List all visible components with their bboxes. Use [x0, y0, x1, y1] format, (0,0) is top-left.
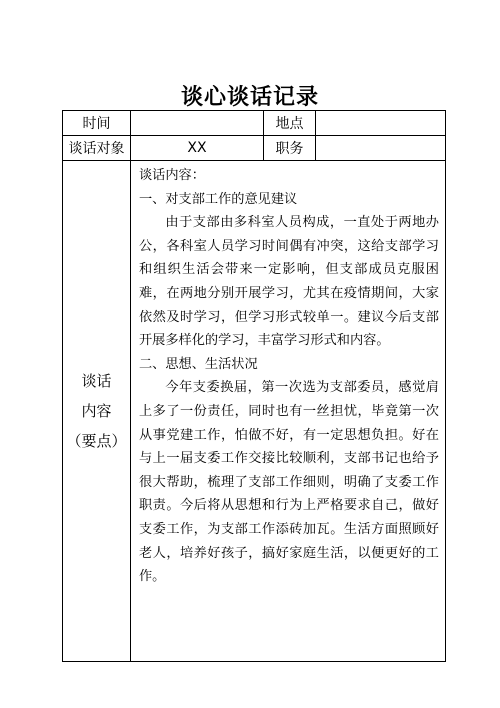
content-intro: 谈话内容：	[139, 168, 205, 183]
content-body	[131, 161, 445, 589]
content-label-line1: 谈话	[81, 372, 112, 390]
content-label-line2: 内容	[81, 402, 112, 420]
time-row	[63, 111, 446, 136]
section2-text: 今年支委换届，第一次选为支部委员，感觉肩上多了一份责任，同时也有一丝担忧，毕竟第一次从事党建工作，怕做不好，有一定思想负担。好在与上一届支委工作交接比较顺利，支部书记也给予很大帮助，梳理了支部工作细则，明确了支委工作职责。今后将从思想和行为上严格要求自己，做好支委工作，为支部工作添砖加瓦。生活方面照顾好老人，培养好孩子，搞好家庭生活，以便更好的工作。	[139, 380, 439, 585]
record-table	[62, 110, 446, 662]
content-cell	[131, 161, 446, 662]
content-label-line3: （要点）	[66, 432, 127, 450]
subject-value: XX	[131, 136, 264, 161]
section2-heading: 二、思想、生活状况	[139, 356, 258, 372]
subject-row	[63, 136, 446, 161]
content-side-label	[63, 161, 131, 662]
place-value	[316, 111, 446, 136]
section1-heading: 一、对支部工作的意见建议	[139, 191, 298, 207]
time-value	[131, 111, 264, 136]
time-label: 时间	[63, 111, 131, 136]
position-value	[316, 136, 446, 161]
place-label: 地点	[264, 111, 316, 136]
position-label: 职务	[264, 136, 316, 161]
section1-text: 由于支部由多科室人员构成，一直处于两地办公，各科室人员学习时间偶有冲突，这给支部学习和组织生活会带来一定影响，但支部成员克服困难，在两地分别开展学习，尤其在疫情期间，大家依然及时学习，但学习形式较单一。建议今后支部开展多样化的学习，丰富学习形式和内容。	[139, 215, 439, 349]
content-row	[63, 161, 446, 662]
page-title: 谈心谈话记录	[180, 84, 319, 110]
subject-label: 谈话对象	[63, 136, 131, 161]
